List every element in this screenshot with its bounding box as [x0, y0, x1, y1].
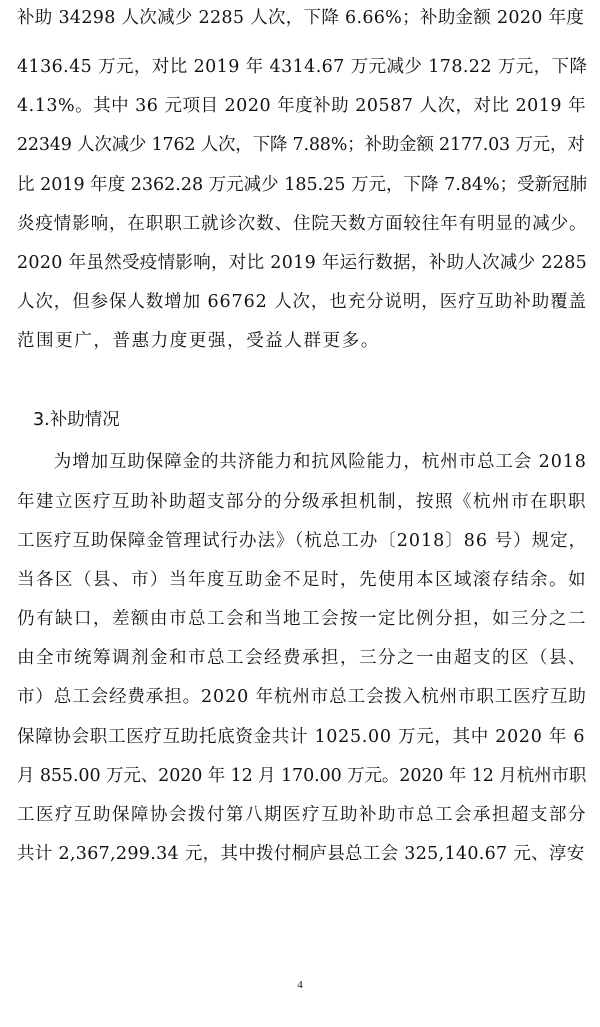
paragraph-line: 月 855.00 万元、2020 年 12 月 170.00 万元。2020 年 12 月杭州市职 [17, 766, 587, 786]
paragraph-line: 补助 34298 人次减少 2285 人次，下降 6.66%；补助金额 2020 年度 [17, 8, 585, 28]
paragraph-line: 仍有缺口，差额由市总工会和当地工会按一定比例分担，如三分之二 [17, 609, 587, 629]
paragraph-line: 4.13%。其中 36 元项目 2020 年度补助 20587 人次，对比 2019 年 [17, 96, 587, 116]
paragraph-line: 工医疗互助保障协会拨付第八期医疗互助补助市总工会承担超支部分 [17, 805, 587, 825]
paragraph-line: 当各区（县、市）当年度互助金不足时，先使用本区域滚存结余。如 [17, 570, 587, 590]
paragraph-line: 人次，但参保人数增加 66762 人次，也充分说明，医疗互助补助覆盖 [17, 292, 587, 312]
paragraph-line: 范围更广，普惠力度更强，受益人群更多。 [17, 331, 380, 351]
paragraph-line: 年建立医疗互助补助超支部分的分级承担机制，按照《杭州市在职职 [17, 492, 587, 512]
paragraph-line: 22349 人次减少 1762 人次，下降 7.88%；补助金额 2177.03 万元，对 [17, 135, 585, 155]
paragraph-line: 2020 年虽然受疫情影响，对比 2019 年运行数据，补助人次减少 2285 [17, 253, 588, 273]
paragraph-line: 由全市统筹调剂金和市总工会经费承担，三分之一由超支的区（县、 [17, 648, 587, 668]
page-number: 4 [297, 979, 303, 991]
paragraph-line: 市）总工会经费承担。2020 年杭州市总工会拨入杭州市职工医疗互助 [17, 687, 587, 707]
paragraph-line: 比 2019 年度 2362.28 万元减少 185.25 万元，下降 7.84%；受新冠肺 [17, 175, 588, 195]
paragraph-line: 炎疫情影响，在职职工就诊次数、住院天数方面较往年有明显的减少。 [17, 214, 588, 234]
paragraph-line: 共计 2,367,299.34 元，其中拨付桐庐县总工会 325,140.67 元、淳安 [17, 844, 585, 864]
paragraph-line: 工医疗互助保障金管理试行办法》（杭总工办〔2018〕86 号）规定， [17, 531, 588, 551]
section-heading: 3.补助情况 [33, 410, 120, 430]
paragraph-line: 为增加互助保障金的共济能力和抗风险能力，杭州市总工会 2018 [17, 452, 587, 472]
paragraph-line: 4136.45 万元，对比 2019 年 4314.67 万元减少 178.22 万元，下降 [17, 57, 588, 77]
paragraph-line: 保障协会职工医疗互助托底资金共计 1025.00 万元，其中 2020 年 6 [17, 727, 586, 747]
